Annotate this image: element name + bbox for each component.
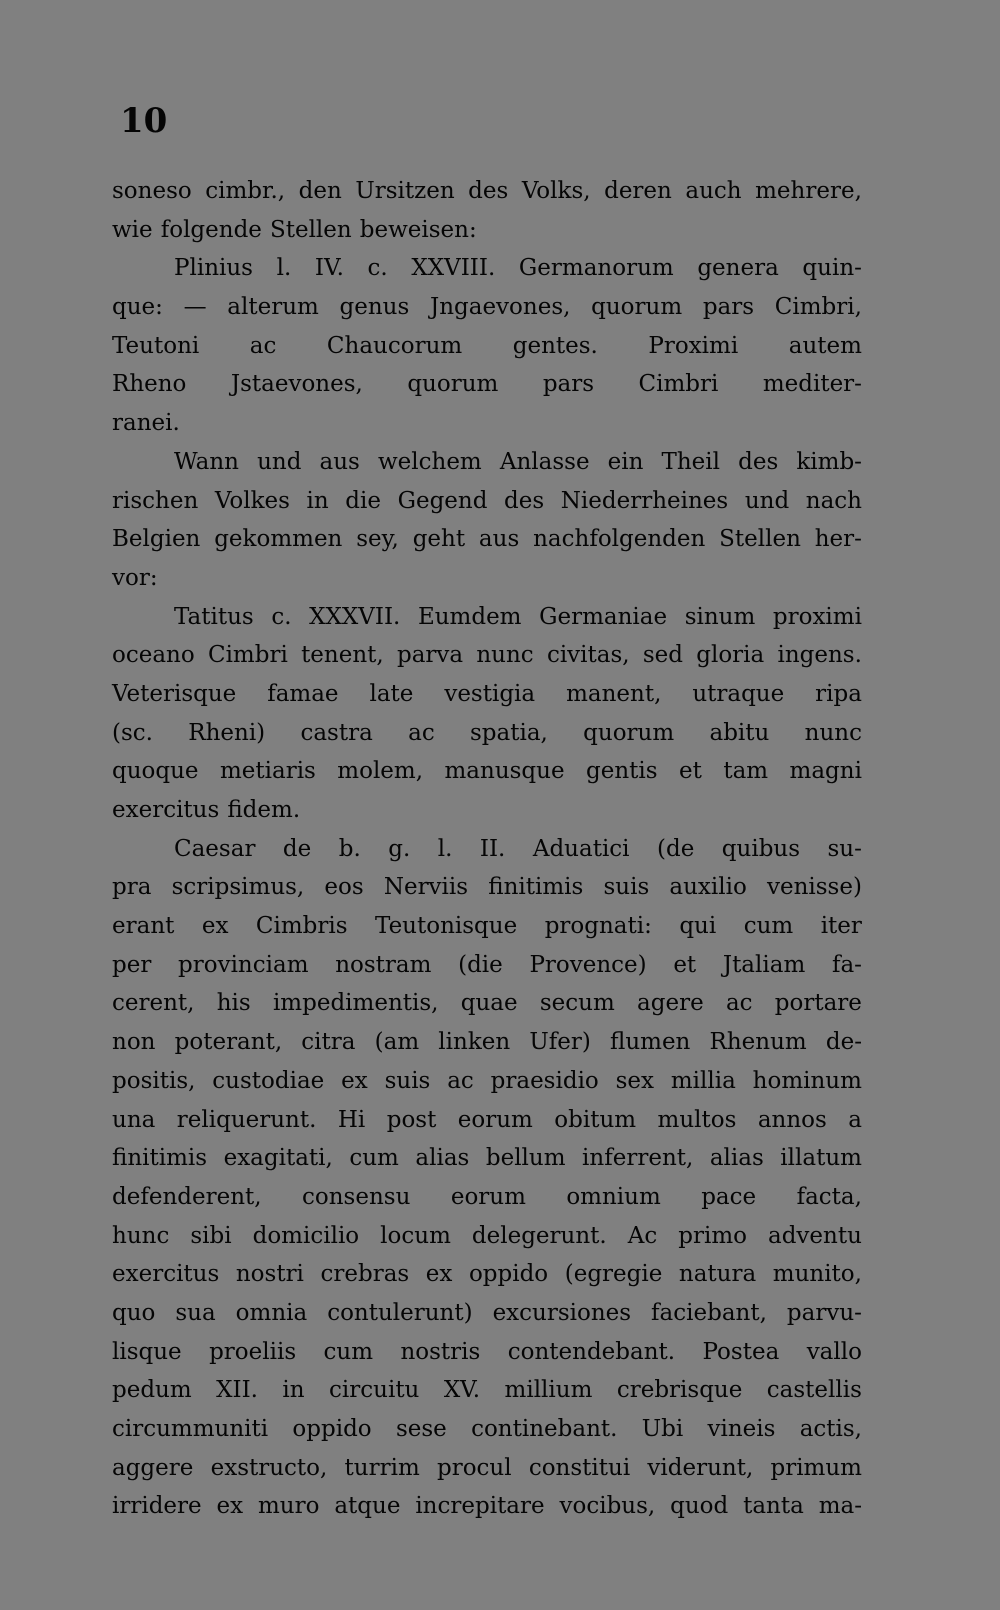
word: des [468, 178, 509, 204]
text-line [112, 598, 862, 637]
text-line [112, 288, 862, 327]
word: gentes. [512, 332, 598, 359]
word: faciebant, [651, 1299, 767, 1326]
text-line [112, 984, 862, 1023]
word: Eumdem [417, 603, 522, 630]
word: deren [604, 178, 672, 204]
word: tam [723, 758, 769, 785]
text-line [112, 868, 862, 907]
word: wie [112, 216, 153, 243]
word: omnium [566, 1183, 661, 1210]
word: hunc [112, 1222, 170, 1249]
word: Volks, [521, 178, 591, 204]
word: tenent, [301, 642, 384, 669]
word: b. [338, 835, 361, 862]
word: nostram [335, 951, 432, 978]
word: praesidio [490, 1067, 599, 1094]
word: crebras [320, 1261, 410, 1288]
word: alias [709, 1145, 764, 1172]
word: sese [395, 1416, 447, 1442]
word: parva [396, 642, 464, 669]
word: alias [415, 1145, 470, 1172]
word: sex [615, 1067, 655, 1094]
word: nostris [400, 1338, 481, 1365]
word: crebrisque [616, 1377, 743, 1404]
body-text [112, 172, 862, 1526]
word: Jngaevones, [429, 294, 571, 321]
word: Caesar [174, 835, 256, 862]
word: ripa [815, 680, 862, 707]
word: in [306, 487, 329, 514]
word: agere [637, 990, 704, 1017]
text-line [112, 482, 862, 521]
word: locum [380, 1222, 451, 1249]
text-line [112, 520, 862, 559]
word: annos [757, 1106, 827, 1133]
word: linken [438, 1029, 511, 1056]
word: eorum [450, 1183, 526, 1210]
word: XXVIII. [411, 255, 496, 282]
word: Tatitus [174, 603, 254, 630]
word: quae [460, 990, 518, 1017]
word: welchem [377, 448, 482, 475]
word: circuitu [329, 1377, 420, 1404]
word: aggere [112, 1454, 194, 1481]
word: eos [324, 874, 364, 901]
word: cimbr., [205, 178, 286, 204]
text-line [112, 1449, 862, 1488]
text-line [112, 946, 862, 985]
word: facta, [796, 1183, 862, 1210]
word: Cimbri [638, 371, 719, 398]
word: proeliis [209, 1338, 297, 1365]
word: und [257, 448, 302, 475]
word: cum [349, 1145, 399, 1172]
page-number: 10 [120, 101, 168, 141]
word: adventu [768, 1222, 862, 1249]
word: gloria [696, 642, 765, 669]
word: castellis [766, 1377, 862, 1404]
word: vocibus, [559, 1493, 656, 1520]
word: sed [642, 642, 683, 669]
word: abitu [709, 719, 770, 746]
word: quorum [583, 719, 675, 746]
word: her- [814, 526, 862, 553]
word: c. [271, 603, 292, 630]
word: cum [743, 913, 794, 940]
word: vor: [112, 564, 158, 591]
word: defenderent, [112, 1183, 262, 1210]
word: consensu [302, 1183, 411, 1210]
word: genus [339, 294, 410, 321]
word: XXXVII. [309, 603, 401, 630]
word: erant [112, 913, 175, 940]
word: Aduatici [532, 835, 630, 862]
word: Ufer) [529, 1029, 591, 1056]
text-line [112, 714, 862, 753]
word: in [282, 1377, 305, 1404]
word: atque [334, 1493, 401, 1520]
word: Veterisque [112, 680, 237, 707]
word: nach [805, 487, 862, 514]
word: mediter- [762, 371, 862, 398]
word: alterum [227, 294, 319, 321]
word: auch [685, 178, 742, 204]
word: Volkes [214, 487, 290, 514]
word: Anlasse [499, 448, 590, 475]
text-line [112, 1410, 862, 1449]
word: procul [436, 1454, 512, 1481]
word: Jtaliam [722, 951, 806, 978]
word: Stellen [269, 216, 352, 243]
word: excursiones [492, 1299, 632, 1326]
word: viderunt, [647, 1454, 754, 1481]
word: quin- [802, 255, 862, 282]
word: quoque [112, 758, 199, 785]
word: auxilio [669, 874, 747, 901]
word: una [112, 1106, 156, 1133]
word: continebant. [471, 1416, 618, 1442]
word: Postea [702, 1338, 780, 1365]
word: XII. [216, 1377, 258, 1404]
word: positis, [112, 1067, 196, 1094]
text-line [112, 365, 862, 404]
word: und [744, 487, 790, 514]
word: a [848, 1106, 862, 1133]
word: fidem. [227, 797, 301, 823]
word: sibi [190, 1222, 232, 1249]
word: ranei. [112, 410, 180, 437]
text-line [112, 1294, 862, 1333]
word: civitas, [546, 642, 630, 669]
word: Rheno [112, 371, 187, 398]
word: quod [670, 1493, 729, 1520]
word: castra [300, 719, 373, 746]
text-line [112, 1062, 862, 1101]
word: Stellen [719, 526, 801, 553]
word: circummuniti [112, 1416, 269, 1442]
word: omnia [235, 1299, 308, 1326]
word: quorum [407, 371, 499, 398]
word: ein [607, 448, 644, 475]
word: turrim [344, 1454, 420, 1481]
word: Hi [337, 1106, 366, 1133]
word: cerent, [112, 990, 195, 1017]
word: secum [539, 990, 615, 1017]
word: vestigia [444, 680, 536, 707]
text-line [112, 404, 862, 443]
text-line [112, 1255, 862, 1294]
text-line [112, 1217, 862, 1256]
word: millia [670, 1067, 736, 1094]
word: ma- [818, 1493, 862, 1520]
word: obitum [554, 1106, 637, 1133]
text-line [112, 636, 862, 675]
word: Ac [627, 1222, 658, 1249]
text-line [112, 791, 862, 830]
word: Jstaevones, [230, 371, 363, 398]
word: geht [412, 526, 466, 553]
word: contulerunt) [327, 1299, 473, 1326]
word: des [738, 448, 779, 475]
text-line [112, 752, 862, 791]
word: (am [374, 1029, 420, 1056]
word: ex [341, 1067, 368, 1094]
word: rischen [112, 487, 199, 514]
word: citra [301, 1029, 356, 1056]
word: su- [827, 835, 862, 862]
word: Niederrheines [560, 487, 729, 514]
word: scripsimus, [171, 874, 305, 901]
word: impedimentis, [272, 990, 439, 1017]
word: (die [458, 951, 503, 978]
word: kimb- [796, 448, 862, 475]
word: gekommen [214, 526, 343, 553]
word: prognati: [544, 913, 652, 940]
word: IV. [314, 255, 344, 282]
word: iter [820, 913, 862, 940]
word: Nerviis [383, 874, 469, 901]
word: millium [504, 1377, 593, 1404]
text-line [112, 1101, 862, 1140]
word: proximi [772, 603, 862, 630]
word: ingens. [777, 642, 862, 669]
word: nachfolgenden [533, 526, 706, 553]
word: tanta [743, 1493, 804, 1520]
text-line [112, 830, 862, 869]
word: nunc [476, 642, 534, 669]
word: aus [478, 526, 520, 553]
word: autem [788, 332, 862, 359]
word: exercitus [112, 797, 220, 823]
word: ac [249, 332, 277, 359]
word: quo [112, 1299, 156, 1326]
word: Ursitzen [355, 178, 455, 204]
word: oppido [468, 1261, 549, 1288]
word: Germanorum [518, 255, 674, 282]
word: illatum [780, 1145, 862, 1172]
word: domicilio [252, 1222, 360, 1249]
word: post [386, 1106, 437, 1133]
word: vallo [806, 1338, 862, 1365]
word: XV. [443, 1377, 481, 1404]
word: nostri [235, 1261, 304, 1288]
text-line [112, 675, 862, 714]
word: ex [201, 913, 229, 940]
text-line [112, 907, 862, 946]
word: pace [701, 1183, 757, 1210]
word: Cimbri, [774, 294, 862, 321]
word: fa- [831, 951, 862, 978]
word: metiaris [219, 758, 316, 785]
word: parvu- [786, 1299, 862, 1326]
word: soneso [112, 178, 192, 204]
word: folgende [160, 216, 262, 243]
word: natura [678, 1261, 757, 1288]
word: provinciam [178, 951, 309, 978]
word: Plinius [174, 255, 253, 282]
word: eorum [457, 1106, 533, 1133]
word: gentis [586, 758, 658, 785]
word: hominum [752, 1067, 862, 1094]
word: manent, [566, 680, 662, 707]
word: genera [697, 255, 779, 282]
word: magni [789, 758, 862, 785]
text-line [112, 559, 862, 598]
word: Germaniae [539, 603, 668, 630]
word: primum [770, 1454, 862, 1481]
word: l. [437, 835, 453, 862]
word: non [112, 1029, 156, 1056]
text-line [112, 1487, 862, 1526]
word: molem, [337, 758, 424, 785]
text-line [112, 211, 862, 250]
word: que: [112, 294, 163, 321]
word: c. [367, 255, 388, 282]
word: Cimbris [255, 913, 348, 940]
word: pars [702, 294, 755, 321]
word: poterant, [174, 1029, 283, 1056]
word: contendebant. [507, 1338, 676, 1365]
word: venisse) [766, 874, 862, 901]
word: ac [447, 1067, 474, 1094]
word: actis, [799, 1416, 862, 1442]
word: late [369, 680, 414, 707]
word: sey, [356, 526, 399, 553]
word: flumen [609, 1029, 691, 1056]
word: cum [323, 1338, 374, 1365]
word: ac [725, 990, 753, 1017]
word: de [282, 835, 312, 862]
text-line [112, 1333, 862, 1372]
text-line [112, 1139, 862, 1178]
word: II. [479, 835, 506, 862]
word: l. [276, 255, 292, 282]
word: aus [319, 448, 360, 475]
word: Rhenum [709, 1029, 807, 1056]
word: die [345, 487, 381, 514]
word: Rheni) [188, 719, 266, 746]
word: sinum [684, 603, 756, 630]
word: muro [258, 1493, 320, 1520]
text-line [112, 1023, 862, 1062]
word: Provence) [529, 951, 647, 978]
word: oppido [292, 1416, 372, 1442]
word: suis [384, 1067, 431, 1094]
word: spatia, [470, 719, 548, 746]
word: primo [678, 1222, 747, 1249]
word: increpitare [415, 1493, 545, 1520]
word: quorum [591, 294, 683, 321]
text-line [112, 1178, 862, 1217]
word: Theil [661, 448, 721, 475]
word: de- [825, 1029, 862, 1056]
text-line [112, 1371, 862, 1410]
word: pra [112, 874, 152, 901]
word: oceano [112, 642, 195, 669]
word: famae [267, 680, 339, 707]
word: (egregie [564, 1261, 663, 1288]
word: ac [408, 719, 435, 746]
word: manusque [444, 758, 565, 785]
word: nunc [804, 719, 862, 746]
word: pedum [112, 1377, 192, 1404]
word: inferrent, [582, 1145, 694, 1172]
word: Teutoni [112, 332, 200, 359]
word: et [673, 951, 697, 978]
word: per [112, 951, 152, 978]
word: Ubi [641, 1416, 684, 1442]
word: ex [216, 1493, 244, 1520]
word: irridere [112, 1493, 202, 1520]
word: exstructo, [210, 1454, 328, 1481]
word: Teutonisque [375, 913, 518, 940]
word: qui [679, 913, 717, 940]
word: munito, [772, 1261, 862, 1288]
text-line [112, 172, 862, 211]
word: g. [388, 835, 411, 862]
word: multos [657, 1106, 737, 1133]
word: pars [542, 371, 595, 398]
word: (sc. [112, 719, 153, 746]
word: vineis [707, 1416, 776, 1442]
word: den [298, 178, 342, 204]
text-line [112, 443, 862, 482]
word: Belgien [112, 526, 201, 553]
word: (de [657, 835, 695, 862]
word: constitui [528, 1454, 631, 1481]
text-line [112, 249, 862, 288]
word: des [504, 487, 545, 514]
word: ex [425, 1261, 453, 1288]
word: exercitus [112, 1261, 220, 1288]
word: et [679, 758, 702, 785]
word: custodiae [212, 1067, 325, 1094]
word: mehrere, [755, 178, 862, 204]
word: lisque [112, 1338, 182, 1365]
word: finitimis [112, 1145, 208, 1172]
word: — [183, 294, 207, 321]
word: finitimis [488, 874, 584, 901]
word: Gegend [397, 487, 488, 514]
word: his [216, 990, 251, 1017]
word: delegerunt. [471, 1222, 607, 1249]
word: portare [774, 990, 862, 1017]
word: quibus [721, 835, 801, 862]
word: suis [603, 874, 650, 901]
word: utraque [692, 680, 785, 707]
word: Chaucorum [326, 332, 463, 359]
word: Wann [174, 448, 239, 475]
word: Cimbri [207, 642, 288, 669]
word: exagitati, [223, 1145, 333, 1172]
word: Proximi [648, 332, 739, 359]
word: beweisen: [359, 216, 477, 243]
text-line [112, 327, 862, 366]
word: sua [175, 1299, 216, 1326]
word: reliquerunt. [176, 1106, 317, 1133]
word: bellum [485, 1145, 566, 1172]
